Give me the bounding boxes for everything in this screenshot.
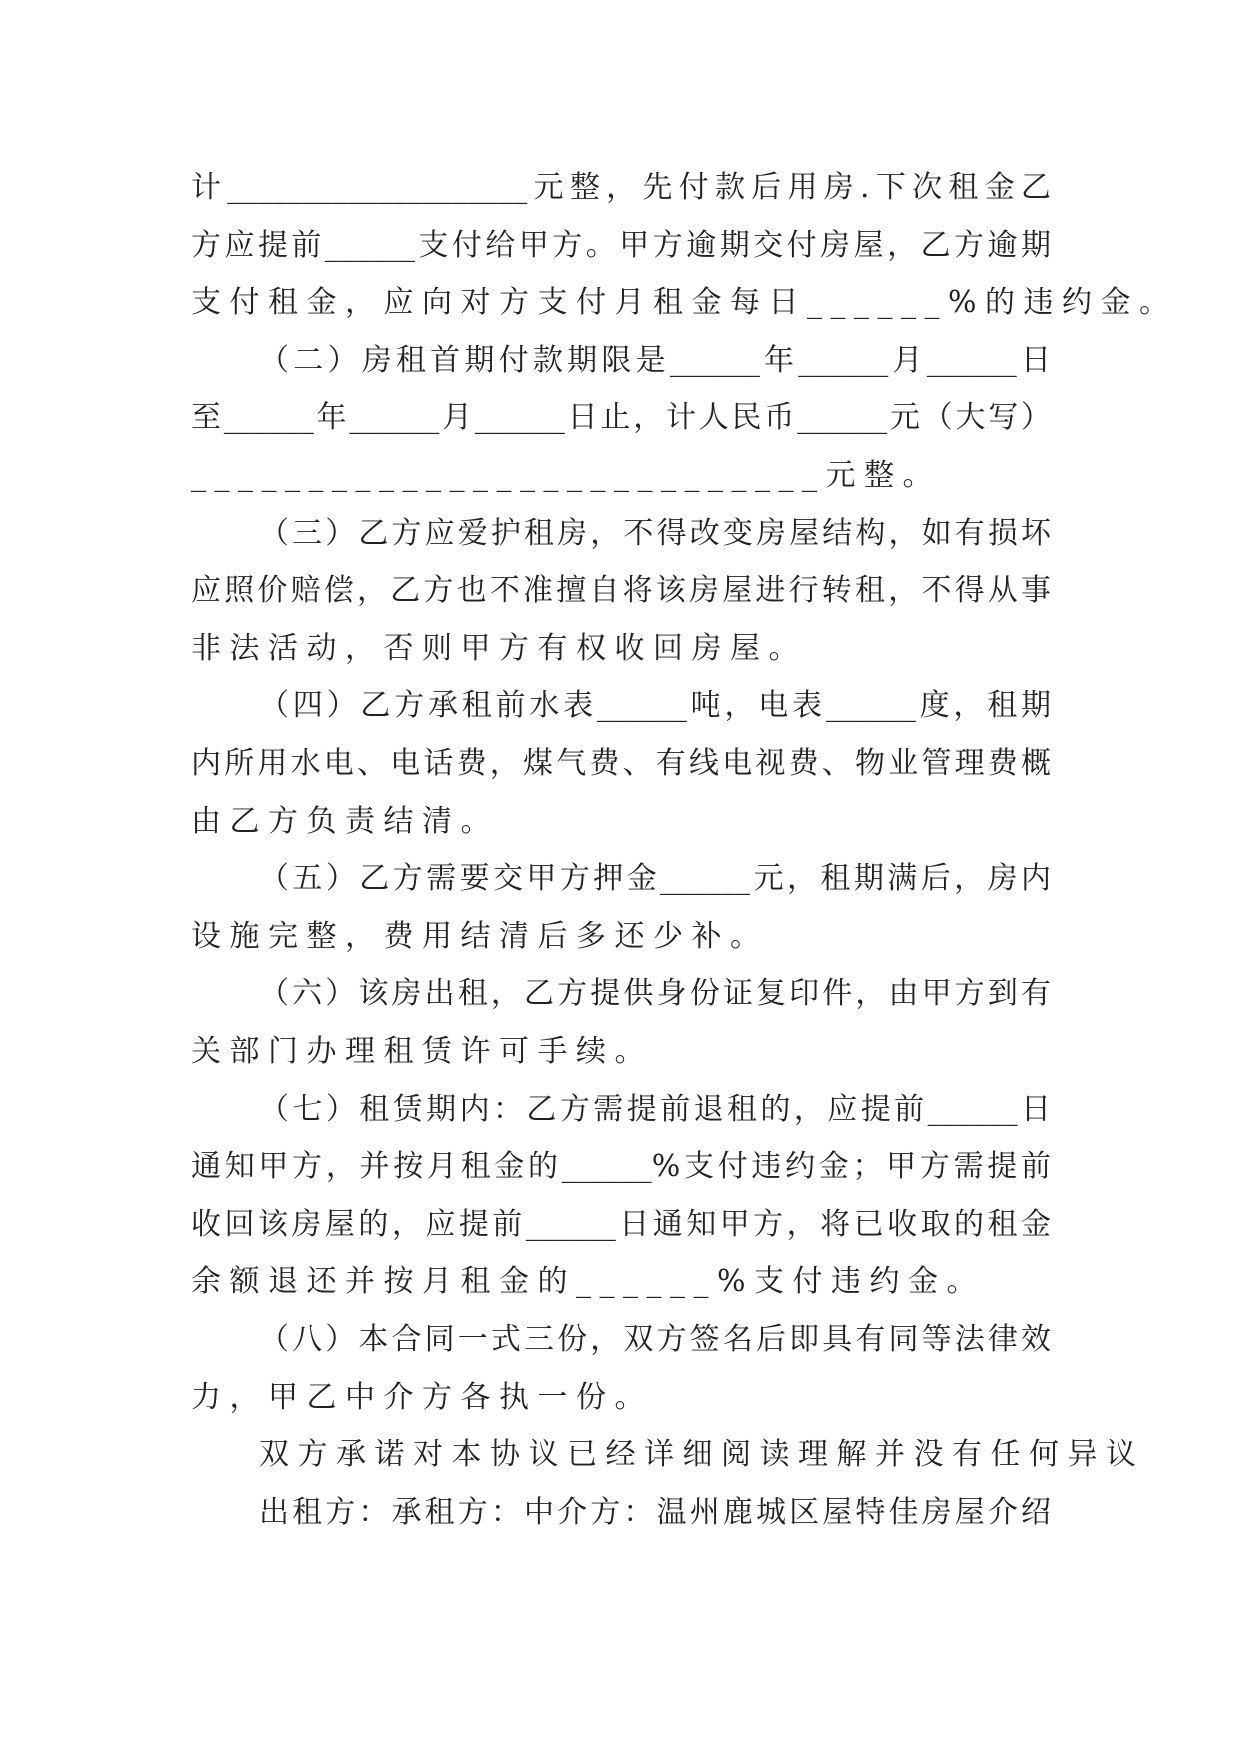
signature-parties-line: 出租方：承租方：中介方：温州鹿城区屋特佳房屋介绍	[259, 1495, 1051, 1530]
text-line: 方应提前______支付给甲方。甲方逾期交付房屋，乙方逾期	[191, 228, 1051, 263]
text-line: 收回该房屋的，应提前______日通知甲方，将已收取的租金	[191, 1207, 1051, 1242]
clause-8-line: （八）本合同一式三份，双方签名后即具有同等法律效	[259, 1322, 1051, 1357]
text-line: 应照价赔偿，乙方也不准擅自将该房屋进行转租，不得从事	[191, 573, 1051, 608]
text-line: 内所用水电、电话费，煤气费、有线电视费、物业管理费概	[191, 746, 1051, 781]
clause-7-line: （七）租赁期内：乙方需提前退租的，应提前______日	[259, 1092, 1051, 1127]
text-line: 由乙方负责结清。	[191, 804, 499, 839]
text-line: 设施完整，费用结清后多还少补。	[191, 919, 769, 954]
text-line: 余额退还并按月租金的______%支付违约金。	[191, 1264, 986, 1299]
agreement-statement: 双方承诺对本协议已经详细阅读理解并没有任何异议	[259, 1437, 1145, 1472]
text-line: 支付租金，应向对方支付月租金每日______%的违约金。	[191, 285, 1178, 320]
clause-4-line: （四）乙方承租前水表______吨，电表______度，租期	[259, 688, 1051, 723]
clause-6-line: （六）该房出租，乙方提供身份证复印件，由甲方到有	[259, 976, 1051, 1011]
text-line: 非法活动，否则甲方有权收回房屋。	[191, 631, 807, 666]
clause-2-line: （二）房租首期付款期限是______年______月______日	[259, 343, 1051, 378]
text-line: 力，甲乙中介方各执一份。	[191, 1380, 653, 1415]
text-line: 通知甲方，并按月租金的______%支付违约金；甲方需提前	[191, 1149, 1051, 1184]
clause-3-line: （三）乙方应爱护租房，不得改变房屋结构，如有损坏	[259, 516, 1051, 551]
text-line: 关部门办理租赁许可手续。	[191, 1034, 653, 1069]
text-line: 至______年______月______日止，计人民币______元（大写）	[191, 400, 1051, 435]
text-line: ___________________________元整。	[191, 458, 941, 493]
text-line: 计____________________元整，先付款后用房.下次租金乙	[191, 170, 1051, 205]
clause-5-line: （五）乙方需要交甲方押金______元，租期满后，房内	[259, 861, 1051, 896]
